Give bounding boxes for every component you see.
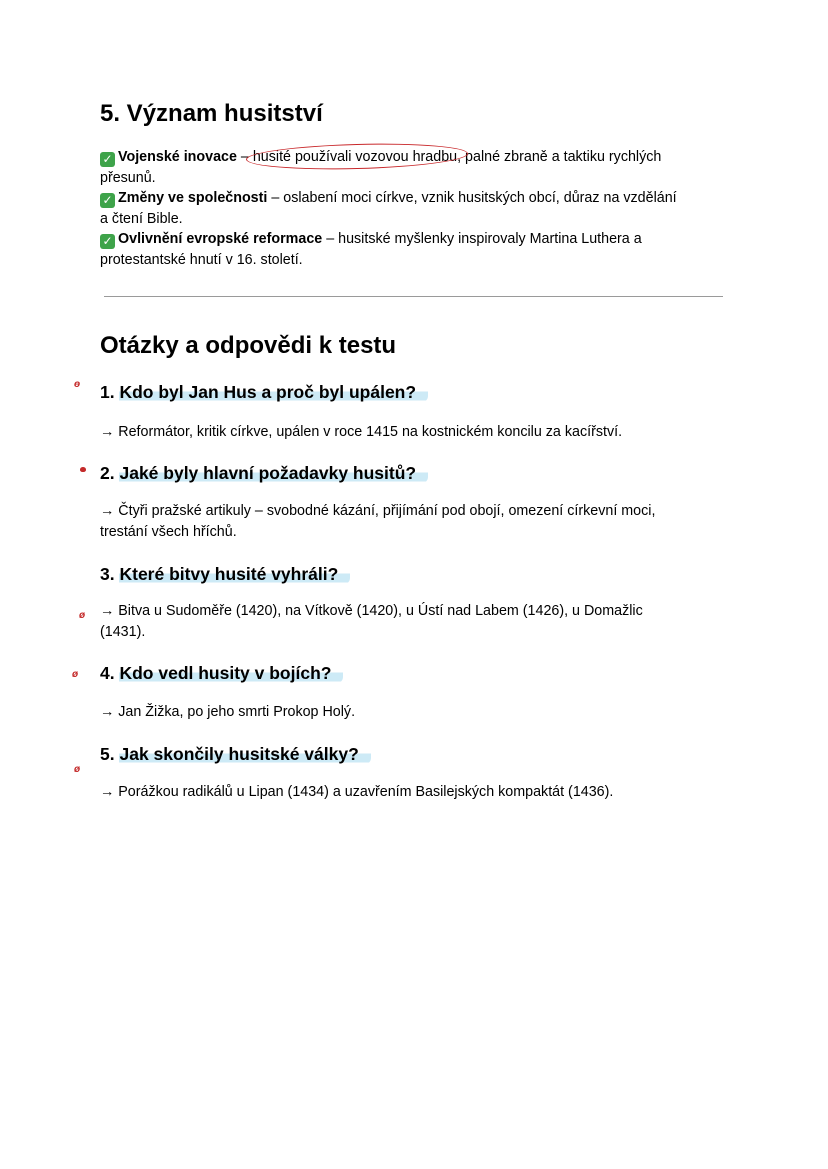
circled-text [253,149,461,165]
item-heading: Vojenské inovace [118,149,237,165]
question-heading [100,662,343,684]
list-item [100,147,725,188]
item-text: – oslabení moci církve, vznik husitských obcí, důraz na vzdělání [267,190,677,206]
list-item [100,229,725,270]
answer-line: → Jan Žižka, po jeho smrti Prokop Holý. [100,704,356,720]
check-icon: ✓ [100,234,115,249]
answer-line: → Reformátor, kritik církve, upálen v roce 1415 na kostnickém koncilu za kacířství. [100,424,623,440]
question-text: Jaké byly hlavní požadavky husitů? [119,463,428,483]
question-text: Které bitvy husité vyhráli? [119,564,350,584]
answer [100,702,725,723]
item-text: protestantské hnutí v 16. století. [100,251,303,268]
ink-mark: ø [72,669,79,680]
question-heading [100,743,371,765]
ink-mark: ø [79,610,86,621]
question-number: 3. [100,564,115,584]
item-dash: – [236,149,253,165]
question-text: Kdo byl Jan Hus a proč byl upálen? [119,382,428,402]
question-number: 5. [100,744,115,764]
question-number: 4. [100,663,115,683]
answer [100,422,725,443]
question-number: 1. [100,382,115,402]
divider [104,296,723,297]
answer-line: → Bitva u Sudoměře (1420), na Vítkově (1420), u Ústí nad Labem (1426), u Domažlic [100,603,643,619]
question-text: Jak skončily husitské války? [119,744,370,764]
qa-title: Otázky a odpovědi k testu [100,332,397,359]
item-text: – husitské myšlenky inspirovaly Martina Luthera a [322,231,642,247]
item-text: přesunů. [100,169,156,186]
check-icon: ✓ [100,152,115,167]
list-item [100,188,725,229]
answer [100,501,725,542]
question-number: 2. [100,463,115,483]
answer [100,601,725,642]
question-heading [100,381,428,403]
item-text: a čtení Bible. [100,210,183,227]
item-heading: Ovlivnění evropské reformace [118,231,323,247]
answer-line: → Čtyři pražské artikuly – svobodné kázání, přijímání pod obojí, omezení církevní moci, [100,503,656,519]
ink-mark [80,467,86,472]
answer [100,782,725,803]
question-text: Kdo vedl husity v bojích? [119,663,343,683]
answer-line: (1431). [100,623,146,640]
section-title: 5. Význam husitství [100,100,323,127]
ink-mark: ɵ [74,379,81,390]
question-heading [100,563,350,585]
ink-mark: ø [74,764,81,775]
answer-line: trestání všech hříchů. [100,523,237,540]
circled-text-value: husité používali vozovou hradbu, [252,149,462,165]
check-icon: ✓ [100,193,115,208]
item-text: palné zbraně a taktiku rychlých [461,149,662,165]
question-heading [100,462,428,484]
answer-line: → Porážkou radikálů u Lipan (1434) a uzavřením Basilejských kompaktát (1436). [100,784,614,800]
item-heading: Změny ve společnosti [118,190,268,206]
